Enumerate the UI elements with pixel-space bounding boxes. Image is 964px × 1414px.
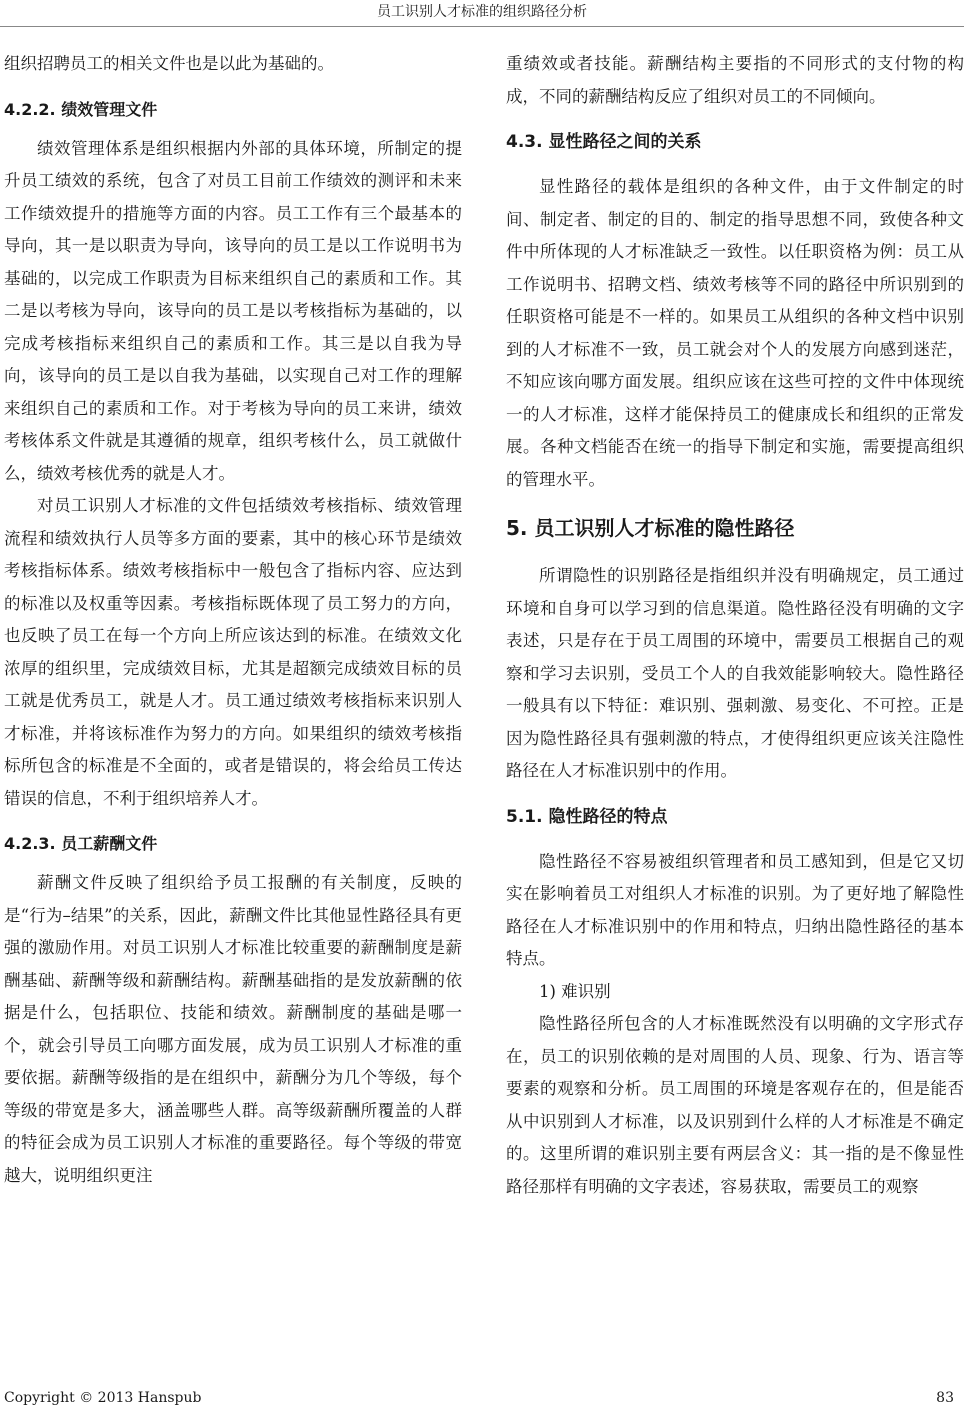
right-column (506, 48, 964, 1203)
copyright-notice: Copyright © 2013 Hanspub (4, 1390, 202, 1406)
paragraph: 薪酬文件反映了组织给予员工报酬的有关制度，反映的是“行为–结果”的关系，因此，薪酬文件比其他显性路径具有更强的激励作用。对员工识别人才标准比较重要的薪酬制度是薪酬基础、薪酬等级和薪酬结构。薪酬基础指的是发放薪酬的依据是什么，包括职位、技能和绩效。薪酬制度的基础是哪一个，就会引导员工向哪方面发展，成为员工识别人才标准的重要依据。薪酬等级指的是在组织中，薪酬分为几个等级，每个等级的带宽是多大，涵盖哪些人群。高等级薪酬所覆盖的人群的特征会成为员工识别人才标准的重要路径。每个等级的带宽越大，说明组织更注 (4, 873, 462, 1185)
section-heading-5: 5. 员工识别人才标准的隐性路径 (506, 516, 795, 540)
paragraph: 隐性路径所包含的人才标准既然没有以明确的文字形式存在，员工的识别依赖的是对周围的人员、现象、行为、语言等要素的观察和分析。员工周围的环境是客观存在的，但是能否从中识别到人才标准，以及识别到什么样的人才标准是不确定的。这里所谓的难识别主要有两层含义：其一指的是不像显性路径那样有明确的文字表述，容易获取，需要员工的观察 (506, 1014, 964, 1196)
page-footer (0, 1386, 964, 1410)
paragraph: 绩效管理体系是组织根据内外部的具体环境，所制定的提升员工绩效的系统，包含了对员工目前工作绩效的测评和未来工作绩效提升的措施等方面的内容。员工工作有三个最基本的导向，其一是以职责为导向，该导向的员工是以工作说明书为基础的，以完成工作职责为目标来组织自己的素质和工作。其二是以考核为导向，该导向的员工是以考核指标为基础的，以完成考核指标来组织自己的素质和工作。其三是以自我为导向，该导向的员工是以自我为基础，以实现自己对工作的理解来组织自己的素质和工作。对于考核为导向的员工来讲，绩效考核体系文件就是其遵循的规章，组织考核什么，员工就做什么，绩效考核优秀的就是人才。 (4, 138, 462, 483)
paragraph: 显性路径的载体是组织的各种文件，由于文件制定的时间、制定者、制定的目的、制定的指导思想不同，致使各种文件中所体现的人才标准缺乏一致性。以任职资格为例：员工从工作说明书、招聘文档、绩效考核等不同的路径中所识别到的任职资格可能是不一样的。如果员工从组织的各种文档中识别到的人才标准不一致，员工就会对个人的发展方向感到迷茫，不知应该向哪方面发展。组织应该在这些可控的文件中体现统一的人才标准，这样才能保持员工的健康成长和组织的正常发展。各种文档能否在统一的指导下制定和实施，需要提高组织的管理水平。 (506, 177, 964, 489)
paragraph: 组织招聘员工的相关文件也是以此为基础的。 (4, 54, 334, 73)
page-number: 83 (936, 1390, 954, 1406)
list-item: 1) 难识别 (539, 981, 611, 1001)
left-column (4, 48, 462, 1192)
section-heading-5-1: 5.1. 隐性路径的特点 (506, 806, 668, 827)
paragraph: 所谓隐性的识别路径是指组织并没有明确规定，员工通过环境和自身可以学习到的信息渠道。隐性路径没有明确的文字表述，只是存在于员工周围的环境中，需要员工根据自己的观察和学习去识别，受员工个人的自我效能影响较大。隐性路径一般具有以下特征：难识别、强刺激、易变化、不可控。正是因为隐性路径具有强刺激的特点，才使得组织更应该关注隐性路径在人才标准识别中的作用。 (506, 566, 964, 780)
section-heading-4-2-3: 4.2.3. 员工薪酬文件 (4, 834, 158, 853)
paragraph: 隐性路径不容易被组织管理者和员工感知到，但是它又切实在影响着员工对组织人才标准的识别。为了更好地了解隐性路径在人才标准识别中的作用和特点，归纳出隐性路径的基本特点。 (506, 851, 964, 968)
section-heading-4-2-2: 4.2.2. 绩效管理文件 (4, 99, 158, 119)
paragraph: 重绩效或者技能。薪酬结构主要指的不同形式的支付物的构成，不同的薪酬结构反应了组织对员工的不同倾向。 (506, 54, 964, 106)
paragraph: 对员工识别人才标准的文件包括绩效考核指标、绩效管理流程和绩效执行人员等多方面的要素，其中的核心环节是绩效考核指标体系。绩效考核指标中一般包含了指标内容、应达到的标准以及权重等因素。考核指标既体现了员工努力的方向，也反映了员工在每一个方向上所应该达到的标准。在绩效文化浓厚的组织里，完成绩效目标，尤其是超额完成绩效目标的员工就是优秀员工，就是人才。员工通过绩效考核指标来识别人才标准，并将该标准作为努力的方向。如果组织的绩效考核指标所包含的标准是不全面的，或者是错误的，将会给员工传达错误的信息，不利于组织培养人才。 (4, 496, 462, 808)
section-heading-4-3: 4.3. 显性路径之间的关系 (506, 132, 702, 152)
running-header: 员工识别人才标准的组织路径分析 (0, 0, 964, 27)
